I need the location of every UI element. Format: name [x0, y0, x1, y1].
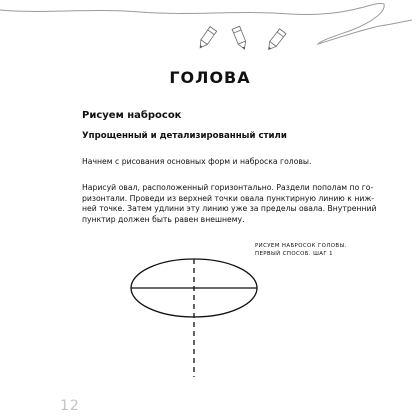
- caption-line: РИСУЕМ НАБРОСОК ГОЛОВЫ.: [255, 243, 347, 249]
- page-number: 12: [60, 398, 80, 414]
- subsection-heading: Упрощенный и детализированный стили: [82, 131, 287, 141]
- caption-line: ПЕРВЫЙ СПОСОБ. ШАГ 1: [255, 251, 333, 257]
- instruction-line: ней точке. Затем удлини эту линию уже за пределы овала. Внутренний: [82, 204, 377, 214]
- intro-paragraph: Начнем с рисования основных форм и наброска головы.: [82, 157, 312, 166]
- instruction-line: ризонтали. Проведи из верхней точки овала пунктирную линию к ниж-: [82, 193, 375, 203]
- instruction-line: Нарисуй овал, расположенный горизонтально. Раздели пополам по го-: [82, 183, 374, 192]
- instruction-line: пунктир должен быть равен внешнему.: [82, 214, 245, 224]
- section-heading: Рисуем набросок: [82, 110, 182, 121]
- chapter-title: ГОЛОВА: [169, 68, 251, 87]
